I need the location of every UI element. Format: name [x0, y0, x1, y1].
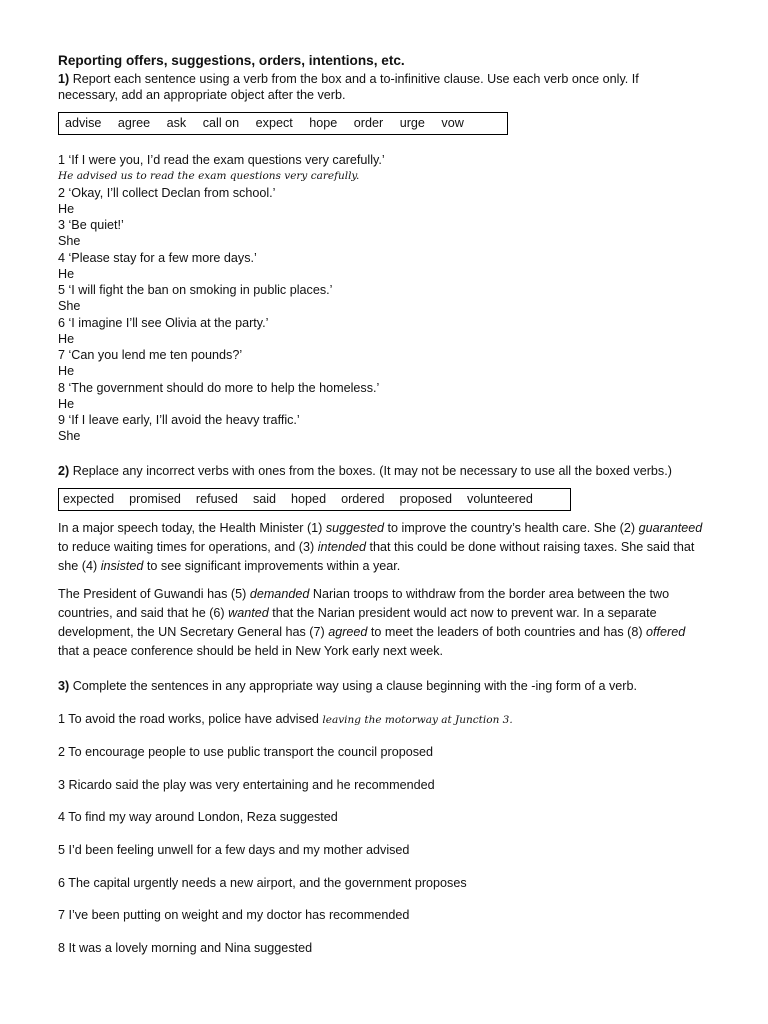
- answer-starter: He: [58, 396, 75, 411]
- paragraph-text: In a major speech today, the Health Minister (1): [58, 521, 326, 535]
- section1-exercise-list: [58, 152, 385, 445]
- verb-box-2: [58, 488, 571, 511]
- verb-box-1: [58, 112, 508, 135]
- answer-starter: He: [58, 266, 75, 281]
- exercise-sentence: 4 ‘Please stay for a few more days.’: [58, 250, 257, 265]
- health-minister-paragraph: [58, 519, 708, 576]
- paragraph-text: Narian troops to withdraw from the border area between the two countries, and said that he (6): [58, 587, 670, 620]
- incorrect-verb: guaranteed: [638, 521, 703, 535]
- verb-box-item: ordered: [341, 492, 385, 507]
- incorrect-verb: suggested: [325, 521, 384, 535]
- section3-number: 3): [58, 679, 70, 693]
- section2-instruction: [58, 463, 672, 479]
- paragraph-text: that a peace conference should be held in New York early next week.: [58, 644, 444, 658]
- exercise-sentence: 9 ‘If I leave early, I’ll avoid the heavy traffic.’: [58, 413, 300, 427]
- exercise-sentence: 6 ‘I imagine I’ll see Olivia at the party.’: [58, 315, 269, 330]
- verb-box-item: refused: [195, 492, 238, 507]
- answer-starter: He: [58, 364, 75, 379]
- exercise-sentence: 8 ‘The government should do more to help the homeless.’: [58, 380, 380, 395]
- incorrect-verb: insisted: [100, 559, 144, 573]
- verb-box-item: expected: [63, 492, 115, 507]
- section3-instruction: [58, 678, 637, 694]
- guwandi-paragraph: [58, 585, 708, 661]
- answer-starter: He: [58, 201, 75, 216]
- section1-instruction: [58, 71, 698, 104]
- answer-starter: She: [58, 299, 81, 314]
- paragraph-text: to reduce waiting times for operations, and (3): [58, 540, 318, 554]
- paragraph-text: that the Narian president would act now to prevent war. In a separate development, the UN Secretary General has (7): [58, 606, 657, 639]
- verb-box-item: agree: [117, 116, 151, 131]
- section3-item: 5 I’d been feeling unwell for a few days and my mother advised: [58, 843, 410, 857]
- verb-box-item: advise: [65, 116, 102, 131]
- section3-item: 4 To find my way around London, Reza suggested: [58, 810, 338, 824]
- paragraph-text: to see significant improvements within a year.: [143, 559, 401, 573]
- verb-box-item: urge: [399, 116, 425, 131]
- section3-item: 8 It was a lovely morning and Nina suggested: [58, 941, 313, 955]
- exercise-sentence: 1 ‘If I were you, I’d read the exam questions very carefully.’: [58, 153, 385, 167]
- section1-number: 1): [58, 72, 70, 86]
- incorrect-verb: intended: [317, 540, 367, 554]
- exercise-sentence: 7 ‘Can you lend me ten pounds?’: [58, 348, 243, 362]
- verb-box-item: call on: [202, 116, 240, 131]
- verb-box-item: promised: [129, 492, 181, 507]
- verb-box-item: hope: [309, 116, 338, 131]
- paragraph-text: to meet the leaders of both countries and has (8): [367, 625, 647, 639]
- incorrect-verb: offered: [646, 625, 686, 639]
- verb-box-item: volunteered: [467, 492, 533, 507]
- incorrect-verb: agreed: [328, 625, 368, 639]
- paragraph-text: The President of Guwandi has (5): [58, 587, 250, 601]
- verb-box-item: said: [252, 492, 277, 507]
- exercise-sentence: 2 ‘Okay, I’ll collect Declan from school.’: [58, 185, 276, 200]
- item-text: 1 To avoid the road works, police have advised: [58, 712, 323, 726]
- exercise-sentence: 3 ‘Be quiet!’: [58, 218, 124, 232]
- answer-starter: She: [58, 429, 81, 444]
- exercise-sentence: 5 ‘I will fight the ban on smoking in public places.’: [58, 283, 333, 297]
- answer-starter: She: [58, 234, 81, 249]
- paragraph-text: that this could be done without raising taxes. She said that she (4): [58, 540, 695, 573]
- section3-item: 7 I’ve been putting on weight and my doctor has recommended: [58, 908, 410, 922]
- answer-starter: He: [58, 331, 75, 346]
- verb-box-item: ask: [166, 116, 187, 131]
- incorrect-verb: demanded: [249, 587, 310, 601]
- incorrect-verb: wanted: [228, 606, 269, 620]
- section3-item: 3 Ricardo said the play was very entertaining and he recommended: [58, 778, 435, 792]
- verb-box-item: expect: [255, 116, 293, 131]
- page-title: Reporting offers, suggestions, orders, intentions, etc.: [58, 53, 405, 68]
- section2-instruction-text: Replace any incorrect verbs with ones from the boxes. (It may not be necessary to use all the boxed verbs.): [72, 464, 672, 478]
- paragraph-text: to improve the country’s health care. She (2): [383, 521, 639, 535]
- verb-box-item: vow: [441, 116, 464, 131]
- section2-number: 2): [58, 464, 70, 478]
- verb-box-item: order: [353, 116, 384, 131]
- section3-item: 2 To encourage people to use public transport the council proposed: [58, 745, 434, 759]
- section3-instruction-text: Complete the sentences in any appropriate way using a clause beginning with the -ing form of a verb.: [72, 679, 637, 693]
- section3-item: 6 The capital urgently needs a new airport, and the government proposes: [58, 876, 467, 890]
- section1-instruction-text: Report each sentence using a verb from the box and a to-infinitive clause. Use each verb once only. If necessary, add an appropriate object after the verb.: [58, 72, 639, 103]
- example-answer: He advised us to read the exam questions very carefully.: [58, 170, 360, 183]
- example-answer: leaving the motorway at Junction 3.: [322, 714, 513, 726]
- verb-box-item: proposed: [399, 492, 453, 507]
- verb-box-item: hoped: [291, 492, 327, 507]
- section3-item: [58, 711, 513, 728]
